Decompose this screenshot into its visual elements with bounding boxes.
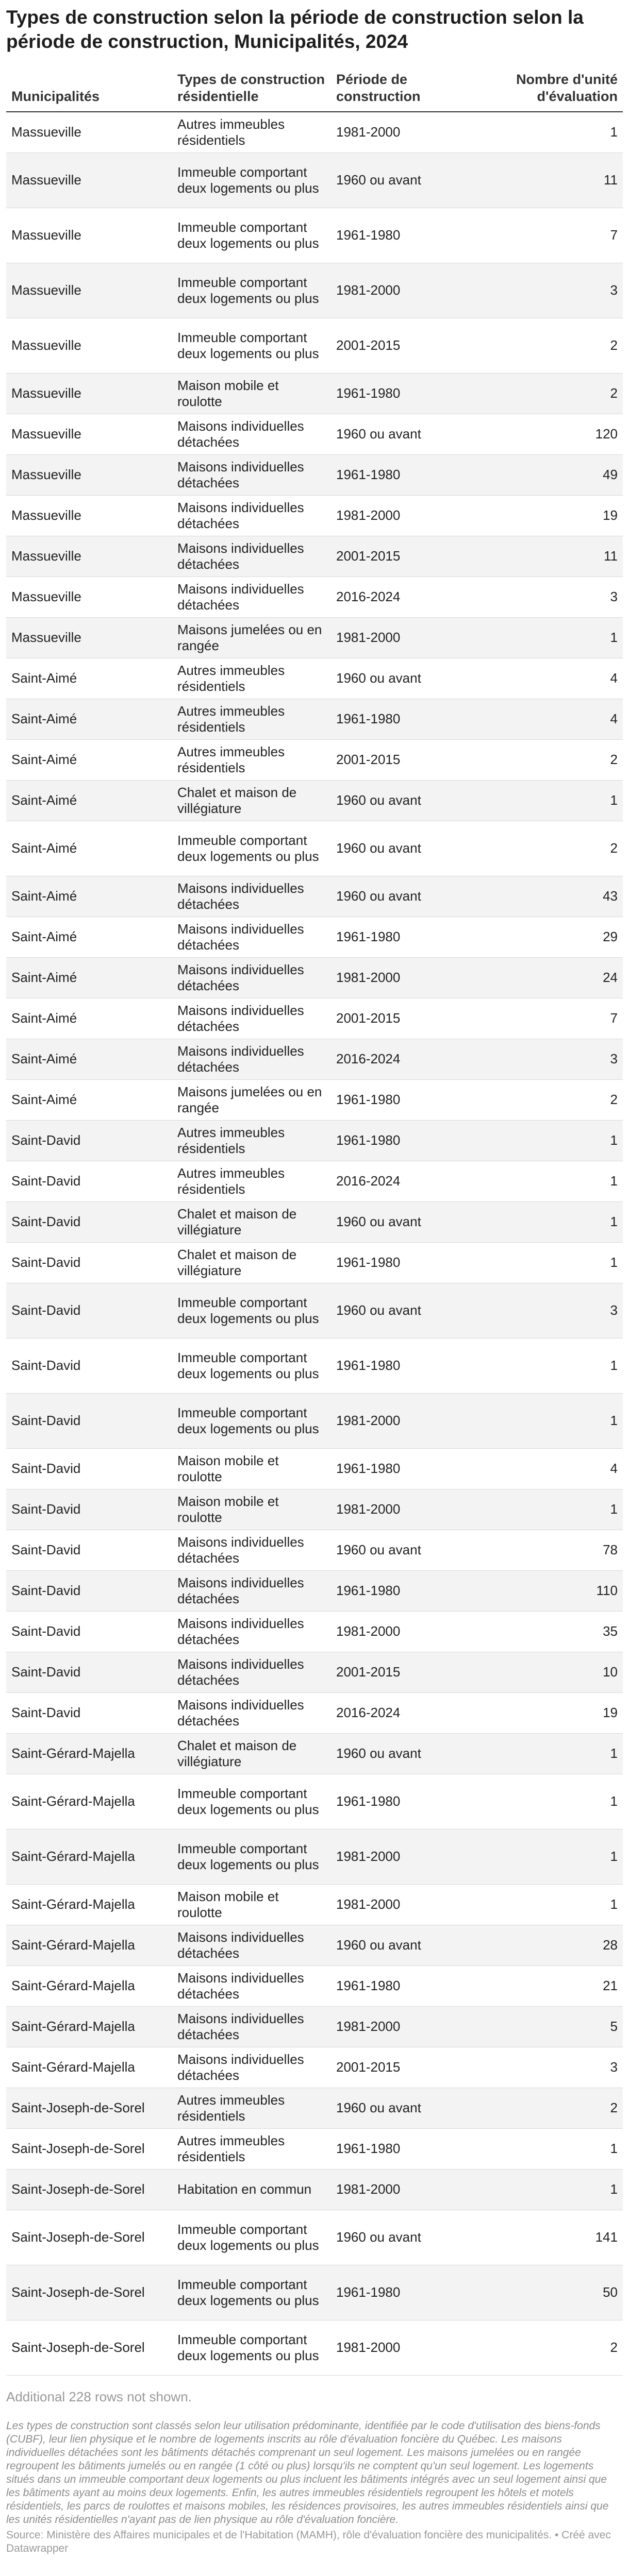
table-row [6, 998, 623, 1039]
cell-periode: 1981-2000 [331, 112, 499, 152]
table-row [6, 1774, 623, 1829]
cell-periode: 1961-1980 [331, 2265, 499, 2320]
table-row [6, 739, 623, 780]
cell-periode: 1981-2000 [331, 1393, 499, 1448]
cell-periode: 1960 ou avant [331, 658, 499, 699]
cell-periode: 1981-2000 [331, 1611, 499, 1652]
cell-type: Autres immeubles résidentiels [172, 2128, 331, 2169]
cell-municipalite: Saint-Aimé [6, 876, 172, 917]
cell-periode: 2001-2015 [331, 318, 499, 373]
cell-municipalite: Saint-Joseph-de-Sorel [6, 2088, 172, 2128]
cell-municipalite: Saint-Gérard-Majella [6, 1733, 172, 1774]
cell-periode: 1961-1980 [331, 1338, 499, 1393]
cell-type: Autres immeubles résidentiels [172, 112, 331, 152]
cell-type: Maison mobile et roulotte [172, 1448, 331, 1489]
cell-municipalite: Saint-Joseph-de-Sorel [6, 2128, 172, 2169]
cell-municipalite: Saint-Gérard-Majella [6, 1884, 172, 1925]
cell-municipalite: Massueville [6, 263, 172, 318]
cell-periode: 1961-1980 [331, 1570, 499, 1611]
cell-periode: 1961-1980 [331, 917, 499, 957]
cell-nombre: 1 [499, 1774, 623, 1829]
cell-type: Autres immeubles résidentiels [172, 1161, 331, 1201]
cell-type: Maison mobile et roulotte [172, 1489, 331, 1530]
cell-type: Chalet et maison de villégiature [172, 1201, 331, 1242]
cell-periode: 1960 ou avant [331, 780, 499, 821]
cell-nombre: 19 [499, 1692, 623, 1733]
cell-nombre: 3 [499, 577, 623, 617]
chart-title: Types de construction selon la période de construction selon la période de construction, Municipalités, 2024 [6, 7, 584, 52]
column-header-periode[interactable]: Période de construction [331, 71, 499, 112]
cell-periode: 2016-2024 [331, 1161, 499, 1201]
table-row [6, 263, 623, 318]
table-row [6, 208, 623, 263]
cell-nombre: 7 [499, 998, 623, 1039]
cell-municipalite: Massueville [6, 577, 172, 617]
cell-municipalite: Massueville [6, 112, 172, 152]
cell-municipalite: Saint-Joseph-de-Sorel [6, 2265, 172, 2320]
table-row [6, 617, 623, 658]
cell-type: Maisons individuelles détachées [172, 917, 331, 957]
table-row [6, 2265, 623, 2320]
cell-type: Chalet et maison de villégiature [172, 1242, 331, 1283]
cell-nombre: 24 [499, 957, 623, 998]
cell-type: Immeuble comportant deux logements ou plus [172, 1338, 331, 1393]
cell-periode: 2016-2024 [331, 577, 499, 617]
cell-municipalite: Saint-Gérard-Majella [6, 1925, 172, 1965]
table-row [6, 876, 623, 917]
table-row [6, 821, 623, 876]
cell-municipalite: Saint-Aimé [6, 957, 172, 998]
cell-municipalite: Massueville [6, 495, 172, 536]
column-header-municipalites[interactable]: Municipalités [6, 71, 172, 112]
cell-municipalite: Saint-Gérard-Majella [6, 1774, 172, 1829]
table-row [6, 699, 623, 739]
cell-periode: 2001-2015 [331, 1652, 499, 1692]
cell-municipalite: Saint-Gérard-Majella [6, 1965, 172, 2006]
cell-nombre: 141 [499, 2210, 623, 2265]
table-row [6, 1692, 623, 1733]
table-row [6, 2047, 623, 2088]
table-row [6, 2169, 623, 2210]
cell-type: Maisons individuelles détachées [172, 1570, 331, 1611]
cell-type: Autres immeubles résidentiels [172, 2088, 331, 2128]
cell-nombre: 43 [499, 876, 623, 917]
table-row [6, 1079, 623, 1120]
cell-periode: 1961-1980 [331, 1965, 499, 2006]
cell-nombre: 4 [499, 1448, 623, 1489]
table-row [6, 112, 623, 152]
cell-periode: 1960 ou avant [331, 2210, 499, 2265]
cell-municipalite: Saint-David [6, 1448, 172, 1489]
cell-municipalite: Saint-David [6, 1692, 172, 1733]
table-row [6, 1652, 623, 1692]
cell-type: Maisons individuelles détachées [172, 998, 331, 1039]
table-row [6, 1448, 623, 1489]
table-row [6, 1283, 623, 1338]
cell-nombre: 50 [499, 2265, 623, 2320]
cell-municipalite: Saint-Aimé [6, 780, 172, 821]
cell-municipalite: Massueville [6, 536, 172, 577]
table-body [6, 112, 623, 2375]
cell-type: Maisons individuelles détachées [172, 454, 331, 495]
cell-type: Immeuble comportant deux logements ou plus [172, 263, 331, 318]
cell-type: Immeuble comportant deux logements ou plus [172, 318, 331, 373]
cell-type: Maisons individuelles détachées [172, 577, 331, 617]
cell-type: Chalet et maison de villégiature [172, 780, 331, 821]
cell-municipalite: Saint-Gérard-Majella [6, 1829, 172, 1884]
cell-municipalite: Saint-Aimé [6, 739, 172, 780]
table-row [6, 536, 623, 577]
cell-nombre: 1 [499, 1242, 623, 1283]
cell-nombre: 120 [499, 414, 623, 454]
cell-nombre: 35 [499, 1611, 623, 1652]
cell-municipalite: Massueville [6, 617, 172, 658]
cell-nombre: 1 [499, 2169, 623, 2210]
cell-periode: 1961-1980 [331, 373, 499, 414]
cell-periode: 1981-2000 [331, 617, 499, 658]
cell-periode: 1981-2000 [331, 495, 499, 536]
cell-nombre: 1 [499, 1733, 623, 1774]
cell-type: Immeuble comportant deux logements ou plus [172, 821, 331, 876]
table-row [6, 373, 623, 414]
cell-nombre: 1 [499, 112, 623, 152]
cell-municipalite: Saint-Joseph-de-Sorel [6, 2320, 172, 2375]
table-row [6, 1530, 623, 1570]
cell-nombre: 5 [499, 2006, 623, 2047]
cell-nombre: 11 [499, 152, 623, 208]
table-row [6, 1161, 623, 1201]
cell-type: Maisons individuelles détachées [172, 1039, 331, 1079]
cell-type: Maisons individuelles détachées [172, 957, 331, 998]
cell-nombre: 11 [499, 536, 623, 577]
cell-type: Immeuble comportant deux logements ou plus [172, 1774, 331, 1829]
cell-nombre: 2 [499, 2320, 623, 2375]
cell-periode: 1960 ou avant [331, 2088, 499, 2128]
cell-nombre: 2 [499, 821, 623, 876]
cell-type: Maisons individuelles détachées [172, 536, 331, 577]
cell-municipalite: Saint-David [6, 1338, 172, 1393]
cell-periode: 1981-2000 [331, 263, 499, 318]
cell-nombre: 1 [499, 617, 623, 658]
table-row [6, 917, 623, 957]
source-credit: Source: Ministère des Affaires municipales et de l'Habitation (MAMH), rôle d'évaluation foncière des municipalités. • Créé avec Datawrapper [6, 2529, 611, 2554]
cell-periode: 1960 ou avant [331, 1530, 499, 1570]
cell-type: Maison mobile et roulotte [172, 1884, 331, 1925]
column-header-types[interactable]: Types de construction résidentielle [172, 71, 331, 112]
cell-nombre: 2 [499, 373, 623, 414]
cell-nombre: 4 [499, 658, 623, 699]
table-row [6, 414, 623, 454]
cell-periode: 1961-1980 [331, 1448, 499, 1489]
cell-municipalite: Saint-Aimé [6, 1079, 172, 1120]
cell-nombre: 4 [499, 699, 623, 739]
cell-periode: 2016-2024 [331, 1039, 499, 1079]
cell-nombre: 3 [499, 1039, 623, 1079]
cell-municipalite: Saint-Aimé [6, 699, 172, 739]
cell-municipalite: Massueville [6, 414, 172, 454]
cell-type: Maisons individuelles détachées [172, 876, 331, 917]
cell-periode: 1981-2000 [331, 1829, 499, 1884]
cell-nombre: 1 [499, 780, 623, 821]
cell-municipalite: Saint-David [6, 1570, 172, 1611]
cell-periode: 1961-1980 [331, 699, 499, 739]
cell-type: Maisons individuelles détachées [172, 414, 331, 454]
table-row [6, 2128, 623, 2169]
cell-type: Immeuble comportant deux logements ou plus [172, 2320, 331, 2375]
table-header [6, 71, 623, 112]
cell-type: Maisons individuelles détachées [172, 1925, 331, 1965]
cell-nombre: 3 [499, 263, 623, 318]
cell-periode: 1981-2000 [331, 1489, 499, 1530]
cell-nombre: 1 [499, 1489, 623, 1530]
table-row [6, 577, 623, 617]
cell-municipalite: Saint-Aimé [6, 1039, 172, 1079]
cell-type: Autres immeubles résidentiels [172, 739, 331, 780]
cell-periode: 2001-2015 [331, 536, 499, 577]
table-row [6, 152, 623, 208]
cell-type: Maisons individuelles détachées [172, 1530, 331, 1570]
cell-municipalite: Massueville [6, 152, 172, 208]
cell-periode: 1960 ou avant [331, 821, 499, 876]
table-row [6, 1570, 623, 1611]
table-row [6, 780, 623, 821]
cell-type: Habitation en commun [172, 2169, 331, 2210]
cell-periode: 1961-1980 [331, 454, 499, 495]
cell-nombre: 49 [499, 454, 623, 495]
cell-municipalite: Saint-David [6, 1393, 172, 1448]
cell-nombre: 2 [499, 2088, 623, 2128]
data-table [6, 71, 623, 2376]
table-row [6, 318, 623, 373]
cell-type: Maisons individuelles détachées [172, 2047, 331, 2088]
cell-municipalite: Massueville [6, 318, 172, 373]
table-row [6, 1120, 623, 1161]
cell-periode: 1981-2000 [331, 957, 499, 998]
table-row [6, 658, 623, 699]
cell-municipalite: Saint-David [6, 1283, 172, 1338]
cell-periode: 1960 ou avant [331, 1733, 499, 1774]
cell-municipalite: Saint-Joseph-de-Sorel [6, 2210, 172, 2265]
cell-periode: 2001-2015 [331, 2047, 499, 2088]
cell-municipalite: Saint-Aimé [6, 998, 172, 1039]
table-row [6, 2006, 623, 2047]
cell-nombre: 2 [499, 1079, 623, 1120]
table-row [6, 2210, 623, 2265]
cell-periode: 1961-1980 [331, 1120, 499, 1161]
cell-municipalite: Saint-David [6, 1242, 172, 1283]
cell-municipalite: Massueville [6, 454, 172, 495]
cell-nombre: 1 [499, 1201, 623, 1242]
cell-type: Maisons individuelles détachées [172, 495, 331, 536]
cell-type: Autres immeubles résidentiels [172, 1120, 331, 1161]
table-row [6, 454, 623, 495]
table-row [6, 1611, 623, 1652]
cell-nombre: 21 [499, 1965, 623, 2006]
cell-municipalite: Saint-David [6, 1120, 172, 1161]
cell-periode: 1981-2000 [331, 1884, 499, 1925]
cell-periode: 1961-1980 [331, 1242, 499, 1283]
cell-nombre: 3 [499, 2047, 623, 2088]
cell-periode: 1960 ou avant [331, 876, 499, 917]
table-row [6, 1393, 623, 1448]
cell-periode: 1981-2000 [331, 2320, 499, 2375]
cell-type: Chalet et maison de villégiature [172, 1733, 331, 1774]
cell-type: Immeuble comportant deux logements ou plus [172, 2265, 331, 2320]
cell-municipalite: Massueville [6, 373, 172, 414]
cell-type: Maisons individuelles détachées [172, 1652, 331, 1692]
cell-periode: 1981-2000 [331, 2169, 499, 2210]
table-row [6, 2320, 623, 2375]
cell-type: Maisons individuelles détachées [172, 1611, 331, 1652]
cell-nombre: 29 [499, 917, 623, 957]
cell-periode: 1961-1980 [331, 1774, 499, 1829]
cell-periode: 1961-1980 [331, 2128, 499, 2169]
footnote: Les types de construction sont classés selon leur utilisation prédominante, identifiée par le code d'utilisation des biens-fonds (CUBF), leur lien physique et le nombre de logements inscrits au rôle d'évaluation foncière du Québec. Les maisons individuelles détachées sont les bâtiments détachés comprenant un seul logement. Les maisons jumelées ou en rangée regroupent les bâtiments jumelés ou en rangée (1 côté ou plus) lorsqu'ils ne comptent qu'un seul logement. Les logements situés dans un immeuble comportant deux logements ou plus incluent les bâtiments intégrés avec un seul logement ainsi que les bâtiments ayant au moins deux logements. Enfin, les autres immeubles résidentiels regroupent les hôtels et motels résidentiels, les parcs de roulottes et maisons mobiles, les résidences provisoires, les autres immeubles résidentiels ainsi que les unités résidentielles n'ayant pas de lien physique au rôle d'évaluation foncière. [6, 2419, 609, 2526]
cell-periode: 1960 ou avant [331, 1925, 499, 1965]
cell-municipalite: Saint-David [6, 1530, 172, 1570]
cell-type: Maisons individuelles détachées [172, 1692, 331, 1733]
cell-nombre: 1 [499, 2128, 623, 2169]
cell-periode: 2001-2015 [331, 739, 499, 780]
cell-municipalite: Saint-Aimé [6, 658, 172, 699]
cell-municipalite: Saint-Gérard-Majella [6, 2006, 172, 2047]
table-row [6, 1039, 623, 1079]
cell-periode: 1961-1980 [331, 208, 499, 263]
cell-municipalite: Saint-David [6, 1611, 172, 1652]
table-row [6, 1201, 623, 1242]
cell-periode: 1960 ou avant [331, 152, 499, 208]
cell-nombre: 110 [499, 1570, 623, 1611]
cell-municipalite: Saint-David [6, 1201, 172, 1242]
cell-municipalite: Massueville [6, 208, 172, 263]
cell-periode: 1960 ou avant [331, 414, 499, 454]
table-row [6, 1338, 623, 1393]
cell-periode: 1960 ou avant [331, 1283, 499, 1338]
column-header-nombre[interactable]: Nombre d'unité d'évaluation [499, 71, 623, 112]
cell-type: Immeuble comportant deux logements ou plus [172, 152, 331, 208]
cell-nombre: 19 [499, 495, 623, 536]
cell-nombre: 1 [499, 1161, 623, 1201]
table-row [6, 957, 623, 998]
cell-periode: 2016-2024 [331, 1692, 499, 1733]
cell-periode: 1961-1980 [331, 1079, 499, 1120]
cell-nombre: 7 [499, 208, 623, 263]
cell-nombre: 2 [499, 318, 623, 373]
cell-nombre: 78 [499, 1530, 623, 1570]
table-row [6, 495, 623, 536]
cell-type: Maisons jumelées ou en rangée [172, 1079, 331, 1120]
cell-nombre: 1 [499, 1393, 623, 1448]
cell-type: Maisons jumelées ou en rangée [172, 617, 331, 658]
cell-municipalite: Saint-Gérard-Majella [6, 2047, 172, 2088]
cell-periode: 2001-2015 [331, 998, 499, 1039]
cell-type: Maisons individuelles détachées [172, 2006, 331, 2047]
cell-municipalite: Saint-David [6, 1161, 172, 1201]
cell-type: Immeuble comportant deux logements ou plus [172, 1829, 331, 1884]
table-row [6, 1733, 623, 1774]
table-row [6, 1489, 623, 1530]
cell-municipalite: Saint-Aimé [6, 821, 172, 876]
cell-type: Autres immeubles résidentiels [172, 699, 331, 739]
cell-nombre: 1 [499, 1120, 623, 1161]
cell-type: Maison mobile et roulotte [172, 373, 331, 414]
cell-nombre: 3 [499, 1283, 623, 1338]
cell-nombre: 1 [499, 1338, 623, 1393]
cell-nombre: 28 [499, 1925, 623, 1965]
cell-periode: 1960 ou avant [331, 1201, 499, 1242]
cell-municipalite: Saint-David [6, 1489, 172, 1530]
table-row [6, 1965, 623, 2006]
cell-nombre: 1 [499, 1884, 623, 1925]
table-row [6, 2088, 623, 2128]
cell-nombre: 1 [499, 1829, 623, 1884]
cell-type: Maisons individuelles détachées [172, 1965, 331, 2006]
cell-type: Immeuble comportant deux logements ou plus [172, 1393, 331, 1448]
cell-type: Immeuble comportant deux logements ou plus [172, 2210, 331, 2265]
cell-municipalite: Saint-Aimé [6, 917, 172, 957]
table-row [6, 1242, 623, 1283]
cell-municipalite: Saint-Joseph-de-Sorel [6, 2169, 172, 2210]
table-row [6, 1925, 623, 1965]
cell-periode: 1981-2000 [331, 2006, 499, 2047]
cell-type: Immeuble comportant deux logements ou plus [172, 1283, 331, 1338]
cell-nombre: 10 [499, 1652, 623, 1692]
table-row [6, 1829, 623, 1884]
cell-type: Autres immeubles résidentiels [172, 658, 331, 699]
cell-type: Immeuble comportant deux logements ou plus [172, 208, 331, 263]
more-rows-notice: Additional 228 rows not shown. [6, 2388, 192, 2404]
cell-nombre: 2 [499, 739, 623, 780]
table-row [6, 1884, 623, 1925]
cell-municipalite: Saint-David [6, 1652, 172, 1692]
